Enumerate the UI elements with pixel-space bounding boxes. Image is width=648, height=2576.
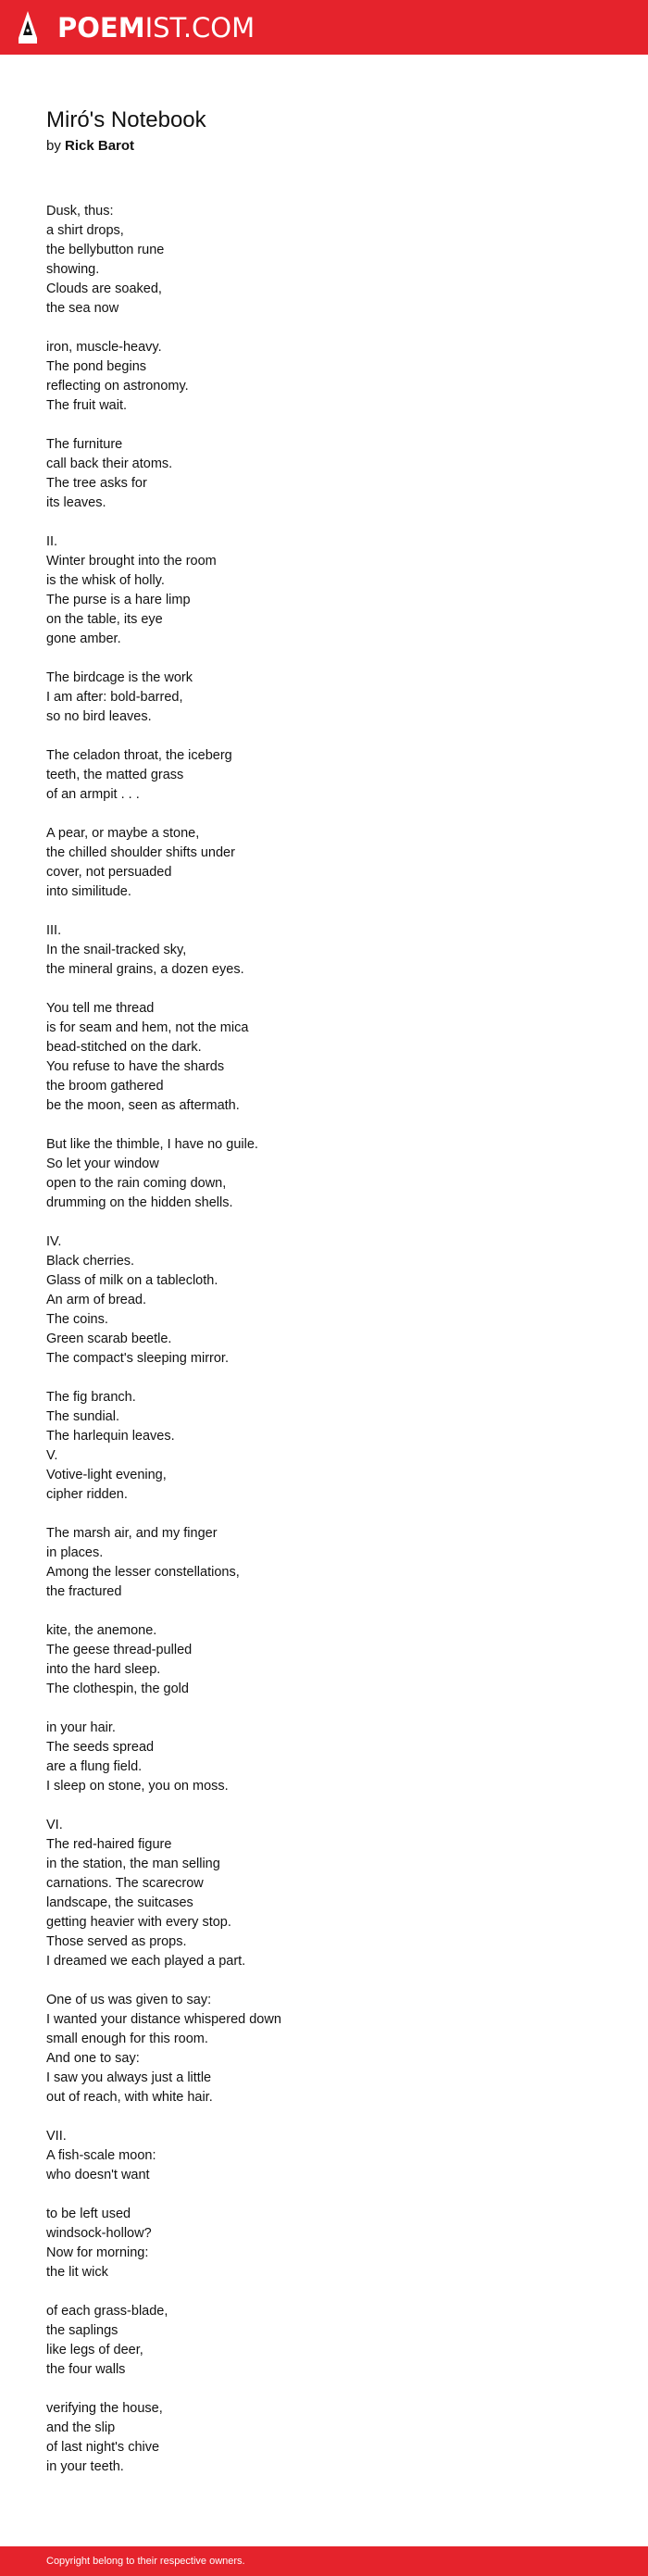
poem-line: out of reach, with white hair.: [46, 2090, 213, 2105]
poem-line: A fish-scale moon:: [46, 2148, 156, 2163]
poem-line: The pond begins: [46, 359, 147, 374]
poem-line: iron, muscle-heavy.: [46, 340, 162, 355]
poem-line: The sundial.: [46, 1409, 119, 1424]
poem-line: cipher ridden.: [46, 1487, 128, 1502]
stanza-break: [46, 805, 602, 824]
poem-line: The celadon throat, the iceberg: [46, 748, 232, 763]
poem-line: Now for morning:: [46, 2245, 149, 2260]
poem-line: who doesn't want: [46, 2168, 150, 2182]
poem-line: windsock-hollow?: [46, 2226, 152, 2241]
stanza-break: [46, 1796, 602, 1816]
stanza-break: [46, 1213, 602, 1232]
poem-line: The purse is a hare limp: [46, 593, 191, 607]
stanza-break: [46, 980, 602, 999]
byline: [46, 136, 134, 156]
poem-line: the fractured: [46, 1584, 122, 1599]
poem-line: and the slip: [46, 2420, 116, 2435]
poem-line: Clouds are soaked,: [46, 281, 162, 296]
poem-line: The tree asks for: [46, 476, 147, 491]
poem-line: of last night's chive: [46, 2440, 160, 2455]
poem-line: VI.: [46, 1818, 63, 1832]
poem-line: getting heavier with every stop.: [46, 1915, 231, 1930]
poem-line: The harlequin leaves.: [46, 1429, 175, 1444]
poem-line: verifying the house,: [46, 2401, 163, 2416]
stanza-break: [46, 649, 602, 669]
poem-line: The furniture: [46, 437, 123, 452]
poem-line: is for seam and hem, not the mica: [46, 1020, 249, 1035]
poem-line: drumming on the hidden shells.: [46, 1195, 233, 1210]
copyright-text: Copyright belong to their respective owners.: [46, 2556, 245, 2567]
poem-line: The birdcage is the work: [46, 670, 193, 685]
poem-line: Those served as props.: [46, 1934, 187, 1949]
poem-line: One of us was given to say:: [46, 1993, 212, 2007]
poem-line: But like the thimble, I have no guile.: [46, 1137, 258, 1152]
poem-line: landscape, the suitcases: [46, 1895, 193, 1910]
stanza-break: [46, 2380, 602, 2399]
poem-line: reflecting on astronomy.: [46, 379, 189, 394]
pen-nib-icon[interactable]: [17, 10, 39, 44]
poem-line: I am after: bold-barred,: [46, 690, 183, 705]
poem-line: V.: [46, 1448, 58, 1463]
stanza-break: [46, 1116, 602, 1135]
poem-line: into similitude.: [46, 884, 131, 899]
poem-line: IV.: [46, 1234, 62, 1249]
poem-line: Black cherries.: [46, 1254, 135, 1269]
poem-line: The marsh air, and my finger: [46, 1526, 218, 1541]
logo-light-text: IST.COM: [144, 12, 255, 44]
stanza-break: [46, 2185, 602, 2205]
poem-line: The seeds spread: [46, 1740, 155, 1755]
poem-line: I saw you always just a little: [46, 2070, 212, 2085]
site-footer: [0, 2546, 648, 2576]
poem-line: in your hair.: [46, 1720, 116, 1735]
stanza-break: [46, 1971, 602, 1991]
stanza-break: [46, 1602, 602, 1621]
poem-line: The clothespin, the gold: [46, 1682, 189, 1696]
stanza-break: [46, 2107, 602, 2127]
stanza-break: [46, 1505, 602, 1524]
poem-line: in the station, the man selling: [46, 1857, 220, 1871]
poem-line: teeth, the matted grass: [46, 768, 184, 782]
poem-line: The coins.: [46, 1312, 108, 1327]
poem-line: to be left used: [46, 2207, 131, 2221]
poem-line: small enough for this room.: [46, 2032, 208, 2046]
poem-line: showing.: [46, 262, 100, 277]
poem-line: You refuse to have the shards: [46, 1059, 225, 1074]
poem-line: in your teeth.: [46, 2459, 124, 2474]
poem-line: The red-haired figure: [46, 1837, 172, 1852]
poem-line: on the table, its eye: [46, 612, 163, 627]
poem-line: I dreamed we each played a part.: [46, 1954, 246, 1969]
poem-line: An arm of bread.: [46, 1293, 146, 1307]
poem-line: The fig branch.: [46, 1390, 136, 1405]
poem-line: And one to say:: [46, 2051, 140, 2066]
poem-line: Glass of milk on a tablecloth.: [46, 1273, 218, 1288]
poem-line: in places.: [46, 1545, 104, 1560]
poem-line: of each grass-blade,: [46, 2304, 168, 2319]
poem-line: so no bird leaves.: [46, 709, 152, 724]
poem-line: A pear, or maybe a stone,: [46, 826, 200, 841]
stanza-break: [46, 727, 602, 746]
stanza-break: [46, 2282, 602, 2302]
poem-line: Winter brought into the room: [46, 554, 217, 569]
poem-line: Dusk, thus:: [46, 204, 114, 219]
poem-line: carnations. The scarecrow: [46, 1876, 204, 1891]
poem-line: The fruit wait.: [46, 398, 128, 413]
poem-line: II.: [46, 534, 58, 549]
poem-title: Miró's Notebook: [46, 107, 206, 132]
poem-line: gone amber.: [46, 631, 121, 646]
stanza-break: [46, 1369, 602, 1388]
poem-line: kite, the anemone.: [46, 1623, 157, 1638]
poem-body: [46, 202, 602, 2477]
poem-line: I wanted your distance whispered down: [46, 2012, 281, 2027]
poem-line: Among the lesser constellations,: [46, 1565, 240, 1580]
poem-line: like legs of deer,: [46, 2343, 143, 2357]
by-label: by: [46, 138, 61, 154]
poem-line: the bellybutton rune: [46, 243, 165, 257]
stanza-break: [46, 513, 602, 532]
poem-line: The compact's sleeping mirror.: [46, 1351, 229, 1366]
poem-line: into the hard sleep.: [46, 1662, 161, 1677]
poem-line: open to the rain coming down,: [46, 1176, 227, 1191]
poem-line: the saplings: [46, 2323, 118, 2338]
poem-line: be the moon, seen as aftermath.: [46, 1098, 240, 1113]
stanza-break: [46, 319, 602, 338]
poem-line: Green scarab beetle.: [46, 1332, 172, 1346]
poem-line: the chilled shoulder shifts under: [46, 845, 235, 860]
site-header: [0, 0, 648, 55]
poem-line: III.: [46, 923, 62, 938]
stanza-break: [46, 1699, 602, 1719]
poem-line: the lit wick: [46, 2265, 108, 2280]
poem-line: In the snail-tracked sky,: [46, 943, 187, 957]
author-name: Rick Barot: [65, 138, 135, 154]
poem-line: are a flung field.: [46, 1759, 143, 1774]
poem-line: bead-stitched on the dark.: [46, 1040, 202, 1055]
stanza-break: [46, 416, 602, 435]
poem-line: the sea now: [46, 301, 119, 316]
poem-line: The geese thread-pulled: [46, 1643, 193, 1657]
poem-line: a shirt drops,: [46, 223, 124, 238]
poem-line: its leaves.: [46, 495, 106, 510]
poem-line: cover, not persuaded: [46, 865, 172, 880]
logo-bold-text: POEM: [57, 12, 145, 44]
poem-line: You tell me thread: [46, 1001, 155, 1016]
poem-line: I sleep on stone, you on moss.: [46, 1779, 229, 1794]
poem-line: the four walls: [46, 2362, 126, 2377]
poem-line: the mineral grains, a dozen eyes.: [46, 962, 244, 977]
poem-line: the broom gathered: [46, 1079, 164, 1094]
poem-line: Votive-light evening,: [46, 1468, 167, 1482]
stanza-break: [46, 902, 602, 921]
poem-line: is the whisk of holly.: [46, 573, 165, 588]
site-logo[interactable]: [57, 12, 255, 44]
poem-line: VII.: [46, 2129, 67, 2144]
poem-line: call back their atoms.: [46, 456, 173, 471]
poem-line: of an armpit . . .: [46, 787, 140, 802]
poem-line: So let your window: [46, 1157, 159, 1171]
